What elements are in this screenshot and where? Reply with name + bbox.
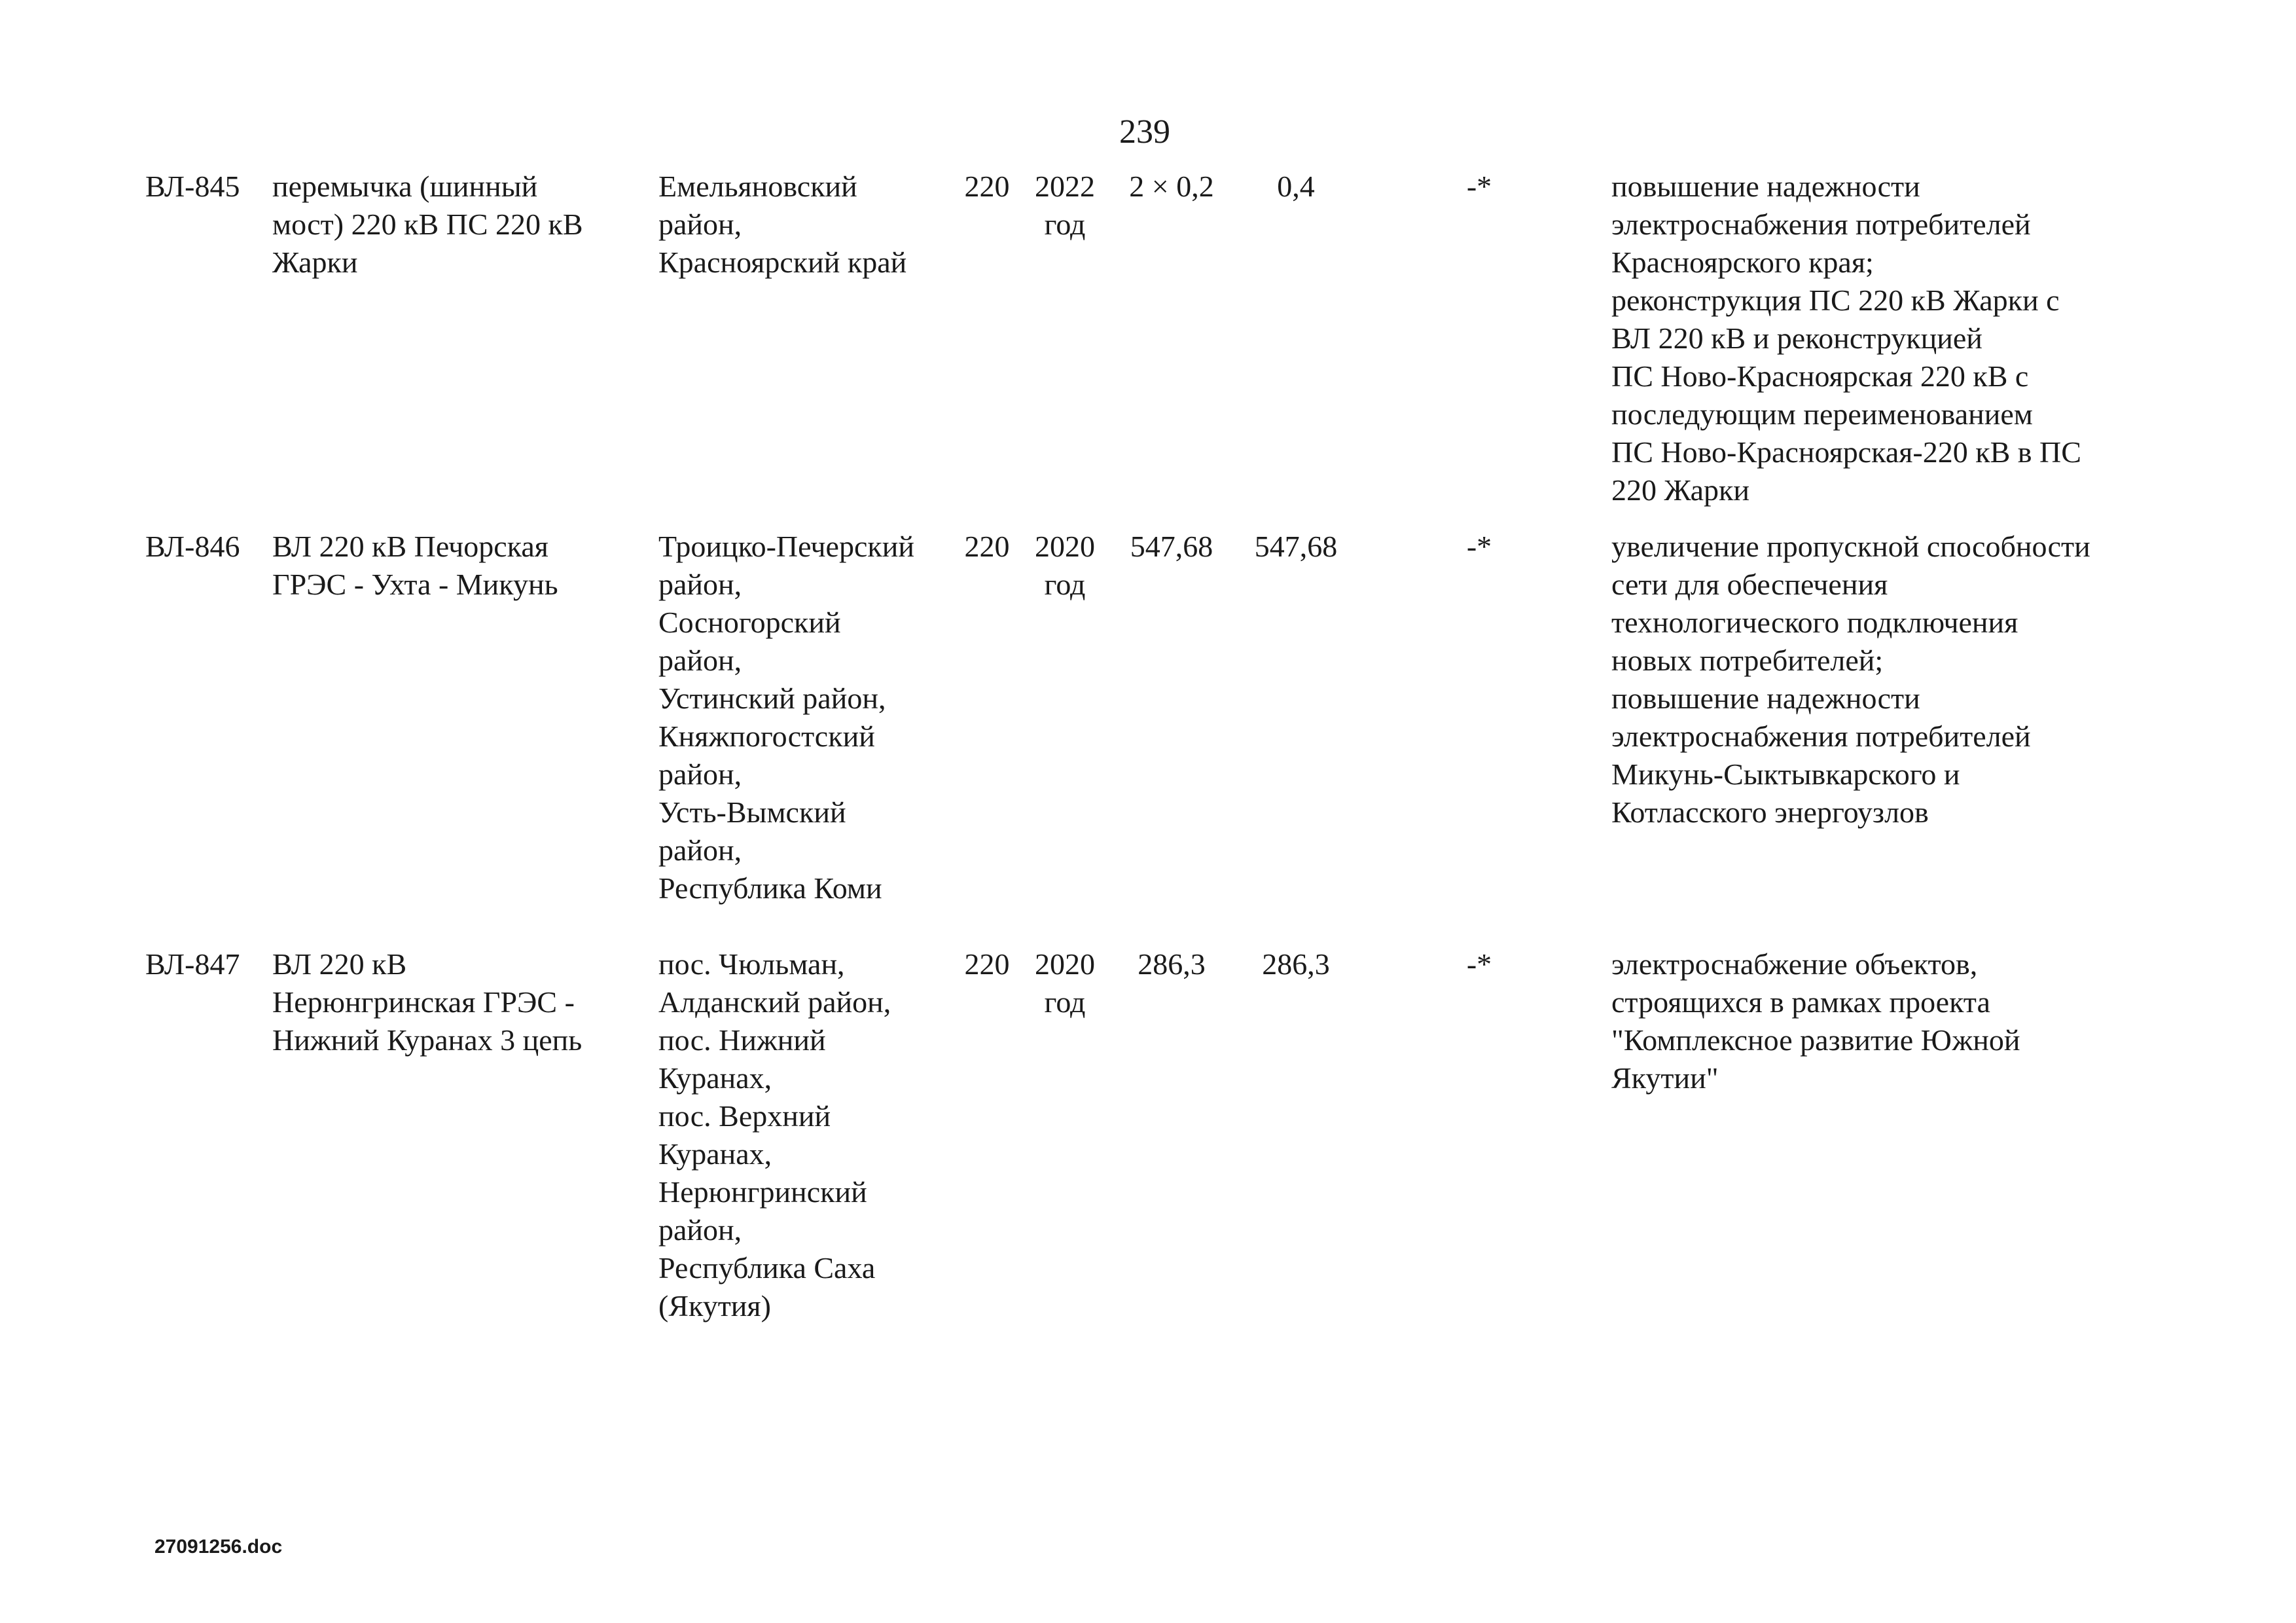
footer-filename: 27091256.doc xyxy=(154,1536,283,1558)
line-code: ВЛ-847 xyxy=(145,947,240,981)
line-year: 2022 год xyxy=(1035,170,1095,241)
page-number: 239 xyxy=(1119,113,1170,151)
line-mark: -* xyxy=(1466,170,1492,203)
line-purpose: электроснабжение объектов, строящихся в рамках проекта "Комплексное развитие Южной Якутии" xyxy=(1611,947,2020,1095)
line-length-1: 2 × 0,2 xyxy=(1129,170,1214,203)
line-length-2: 547,68 xyxy=(1254,530,1338,563)
line-length-2: 286,3 xyxy=(1262,947,1330,981)
line-code: ВЛ-845 xyxy=(145,170,240,203)
line-year: 2020 год xyxy=(1035,947,1095,1019)
line-voltage: 220 xyxy=(964,170,1010,203)
line-region: пос. Чюльман, Алданский район, пос. Нижний Куранах, пос. Верхний Куранах, Нерюнгринский район, Республика Саха (Якутия) xyxy=(658,947,891,1322)
line-year: 2020 год xyxy=(1035,530,1095,601)
line-mark: -* xyxy=(1466,530,1492,563)
line-name: ВЛ 220 кВ Нерюнгринская ГРЭС - Нижний Куранах 3 цепь xyxy=(272,947,583,1057)
line-name: ВЛ 220 кВ Печорская ГРЭС - Ухта - Микунь xyxy=(272,530,558,601)
line-length-2: 0,4 xyxy=(1277,170,1315,203)
line-code: ВЛ-846 xyxy=(145,530,240,563)
line-region: Троицко-Печерский район, Сосногорский район, Устинский район, Княжпогостский район, Усть-Вымский район, Республика Коми xyxy=(658,530,914,905)
line-length-1: 286,3 xyxy=(1138,947,1206,981)
line-purpose: повышение надежности электроснабжения потребителей Красноярского края; реконструкция ПС 220 кВ Жарки с ВЛ 220 кВ и реконструкцией ПС Ново-Красноярская 220 кВ с последующим переименованием ПС Ново-Красноярская-220 кВ в ПС 220 Жарки xyxy=(1611,170,2081,507)
line-name: перемычка (шинный мост) 220 кВ ПС 220 кВ Жарки xyxy=(272,170,583,279)
line-purpose: увеличение пропускной способности сети для обеспечения технологического подключения новых потребителей; повышение надежности электроснабжения потребителей Микунь-Сыктывкарского и Котласского энергоузлов xyxy=(1611,530,2090,829)
line-voltage: 220 xyxy=(964,530,1010,563)
line-mark: -* xyxy=(1466,947,1492,981)
line-region: Емельяновский район, Красноярский край xyxy=(658,170,907,279)
line-length-1: 547,68 xyxy=(1130,530,1213,563)
line-voltage: 220 xyxy=(964,947,1010,981)
